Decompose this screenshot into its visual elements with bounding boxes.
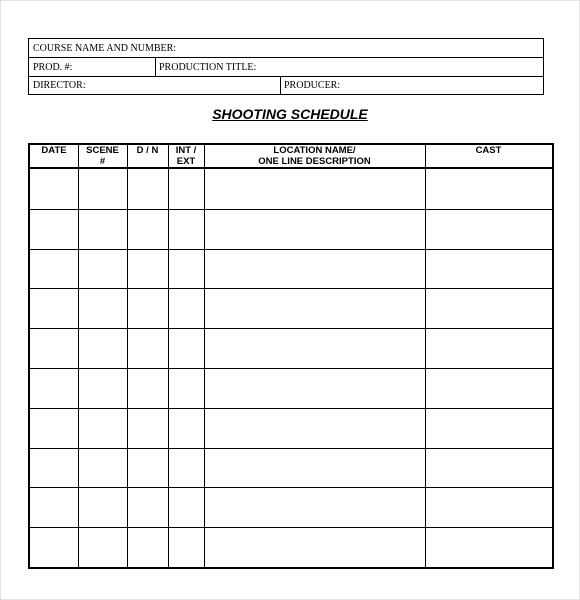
schedule-cell-date[interactable] [31, 449, 78, 488]
schedule-cell-date[interactable] [31, 369, 78, 408]
schedule-cell-int-ext[interactable] [169, 369, 204, 408]
schedule-cell-location[interactable] [205, 289, 425, 328]
prod-number-field[interactable] [29, 58, 155, 76]
info-row-prod [29, 58, 543, 77]
schedule-cell-date[interactable] [31, 488, 78, 527]
schedule-cell-day-night[interactable] [128, 170, 168, 209]
schedule-cell-day-night[interactable] [128, 369, 168, 408]
col-header-location: LOCATION NAME/ ONE LINE DESCRIPTION [258, 145, 371, 167]
col-header-day-night: D / N [136, 145, 159, 156]
schedule-cell-cast[interactable] [426, 488, 552, 527]
schedule-cell-location[interactable] [205, 528, 425, 567]
schedule-cell-scene[interactable] [79, 488, 127, 527]
producer-label: PRODUCER: [284, 80, 341, 91]
schedule-cell-scene[interactable] [79, 449, 127, 488]
course-name-field[interactable] [29, 39, 543, 57]
schedule-cell-day-night[interactable] [128, 210, 168, 249]
schedule-cell-scene[interactable] [79, 528, 127, 567]
prod-number-label: PROD. #: [33, 62, 73, 73]
schedule-cell-date[interactable] [31, 329, 78, 368]
schedule-cell-location[interactable] [205, 369, 425, 408]
schedule-cell-scene[interactable] [79, 170, 127, 209]
schedule-cell-int-ext[interactable] [169, 170, 204, 209]
producer-field[interactable] [280, 77, 543, 94]
schedule-cell-date[interactable] [31, 528, 78, 567]
schedule-cell-cast[interactable] [426, 170, 552, 209]
col-header-scene: SCENE # [86, 145, 119, 167]
schedule-cell-day-night[interactable] [128, 289, 168, 328]
schedule-cell-date[interactable] [31, 289, 78, 328]
schedule-cell-int-ext[interactable] [169, 449, 204, 488]
schedule-cell-date[interactable] [31, 250, 78, 289]
schedule-cell-date[interactable] [31, 409, 78, 448]
course-name-label: COURSE NAME AND NUMBER: [33, 43, 177, 54]
schedule-cell-cast[interactable] [426, 449, 552, 488]
schedule-cell-cast[interactable] [426, 369, 552, 408]
info-row-director [29, 77, 543, 94]
schedule-cell-cast[interactable] [426, 289, 552, 328]
col-header-date: DATE [41, 145, 67, 156]
schedule-cell-location[interactable] [205, 250, 425, 289]
director-label: DIRECTOR: [33, 80, 86, 91]
schedule-cell-cast[interactable] [426, 409, 552, 448]
schedule-cell-cast[interactable] [426, 528, 552, 567]
schedule-cell-location[interactable] [205, 170, 425, 209]
col-header-cast: CAST [475, 145, 502, 156]
schedule-cell-date[interactable] [31, 210, 78, 249]
schedule-cell-scene[interactable] [79, 409, 127, 448]
schedule-cell-cast[interactable] [426, 210, 552, 249]
schedule-cell-cast[interactable] [426, 329, 552, 368]
info-row-course [29, 39, 543, 58]
production-info-box [28, 38, 544, 95]
schedule-cell-location[interactable] [205, 488, 425, 527]
schedule-cell-int-ext[interactable] [169, 409, 204, 448]
schedule-cell-location[interactable] [205, 329, 425, 368]
schedule-cell-scene[interactable] [79, 250, 127, 289]
schedule-cell-location[interactable] [205, 210, 425, 249]
schedule-cell-int-ext[interactable] [169, 289, 204, 328]
page-title: SHOOTING SCHEDULE [212, 106, 368, 122]
schedule-cell-date[interactable] [31, 170, 78, 209]
schedule-cell-int-ext[interactable] [169, 488, 204, 527]
schedule-cell-int-ext[interactable] [169, 210, 204, 249]
director-field[interactable] [29, 77, 280, 94]
schedule-cell-int-ext[interactable] [169, 329, 204, 368]
schedule-cell-location[interactable] [205, 409, 425, 448]
schedule-cell-int-ext[interactable] [169, 528, 204, 567]
schedule-cell-scene[interactable] [79, 289, 127, 328]
schedule-cell-scene[interactable] [79, 210, 127, 249]
production-title-label: PRODUCTION TITLE: [159, 62, 257, 73]
schedule-cell-day-night[interactable] [128, 250, 168, 289]
header-divider [30, 167, 552, 169]
schedule-cell-day-night[interactable] [128, 409, 168, 448]
schedule-cell-scene[interactable] [79, 329, 127, 368]
col-header-int-ext: INT / EXT [175, 145, 197, 167]
schedule-cell-day-night[interactable] [128, 329, 168, 368]
schedule-cell-day-night[interactable] [128, 488, 168, 527]
schedule-cell-location[interactable] [205, 449, 425, 488]
schedule-cell-day-night[interactable] [128, 449, 168, 488]
schedule-cell-cast[interactable] [426, 250, 552, 289]
shooting-schedule-table [28, 143, 554, 569]
production-title-field[interactable] [155, 58, 543, 76]
schedule-cell-day-night[interactable] [128, 528, 168, 567]
schedule-cell-int-ext[interactable] [169, 250, 204, 289]
schedule-cell-scene[interactable] [79, 369, 127, 408]
